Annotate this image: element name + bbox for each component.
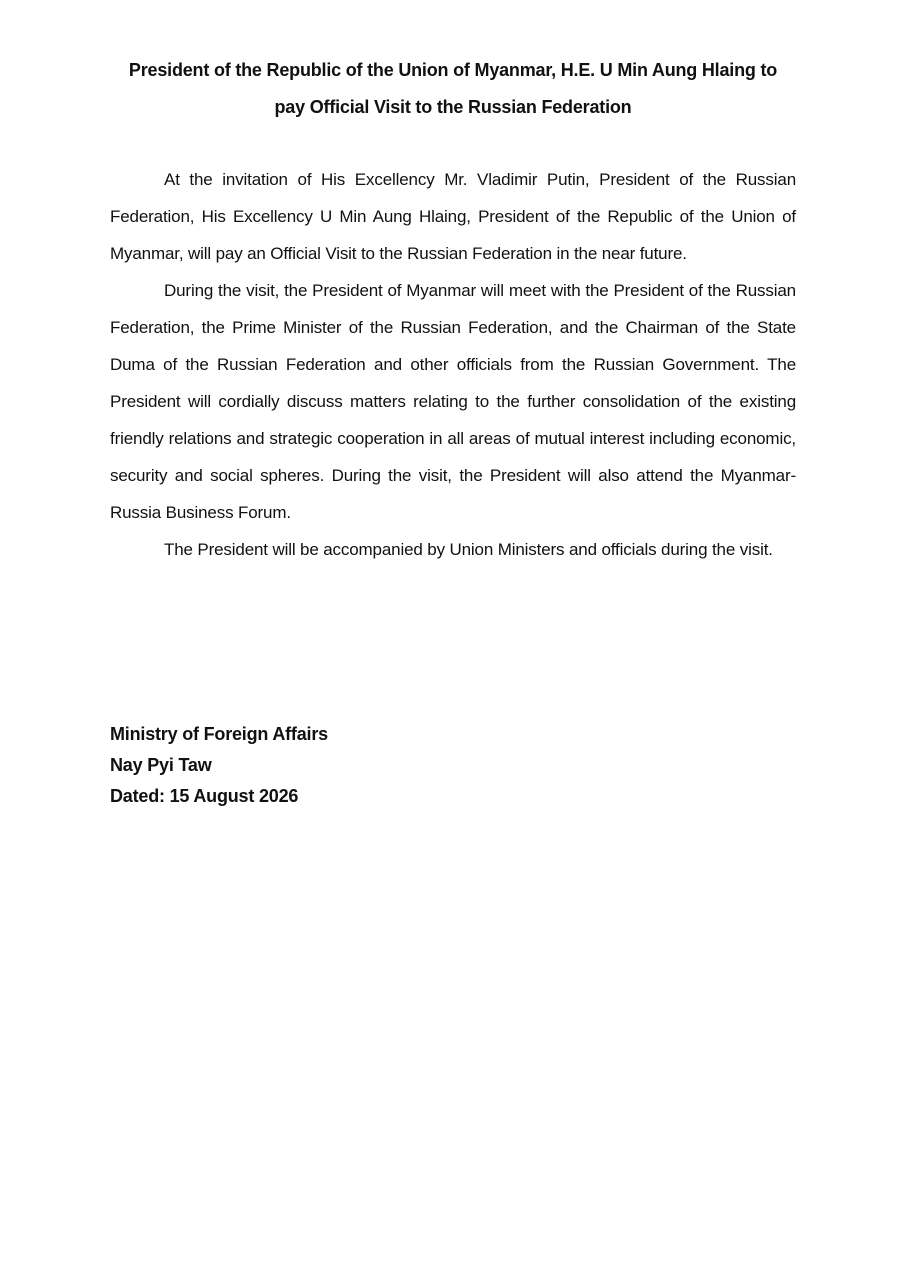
issuing-place: Nay Pyi Taw [110, 755, 212, 775]
paragraph-invitation: At the invitation of His Excellency Mr. Vladimir Putin, President of the Russian Federation, His Excellency U Min Aung Hlaing, President of the Republic of the Union of Myanmar, will pay an Official Visit to the Russian Federation in the near future. [110, 170, 796, 263]
paragraph-delegation: The President will be accompanied by Union Ministers and officials during the visit. [164, 540, 773, 559]
issuing-ministry: Ministry of Foreign Affairs [110, 724, 328, 744]
issue-date: Dated: 15 August 2026 [110, 786, 299, 806]
signature-block [110, 719, 328, 812]
title-line-2: pay Official Visit to the Russian Federation [274, 97, 632, 117]
title-line-1: President of the Republic of the Union of Myanmar, H.E. U Min Aung Hlaing to [128, 60, 778, 80]
document-title [110, 52, 796, 126]
document-body [110, 161, 796, 568]
paragraph-visit-details: During the visit, the President of Myanmar will meet with the President of the Russian Federation, the Prime Minister of the Russian Federation, and the Chairman of the State Duma of the Russian Federation and other officials from the Russian Government. The President will cordially discuss matters relating to the further consolidation of the existing friendly relations and strategic cooperation in all areas of mutual interest including economic, security and social spheres. During the visit, the President will also attend the Myanmar-Russia Business Forum. [110, 281, 796, 522]
